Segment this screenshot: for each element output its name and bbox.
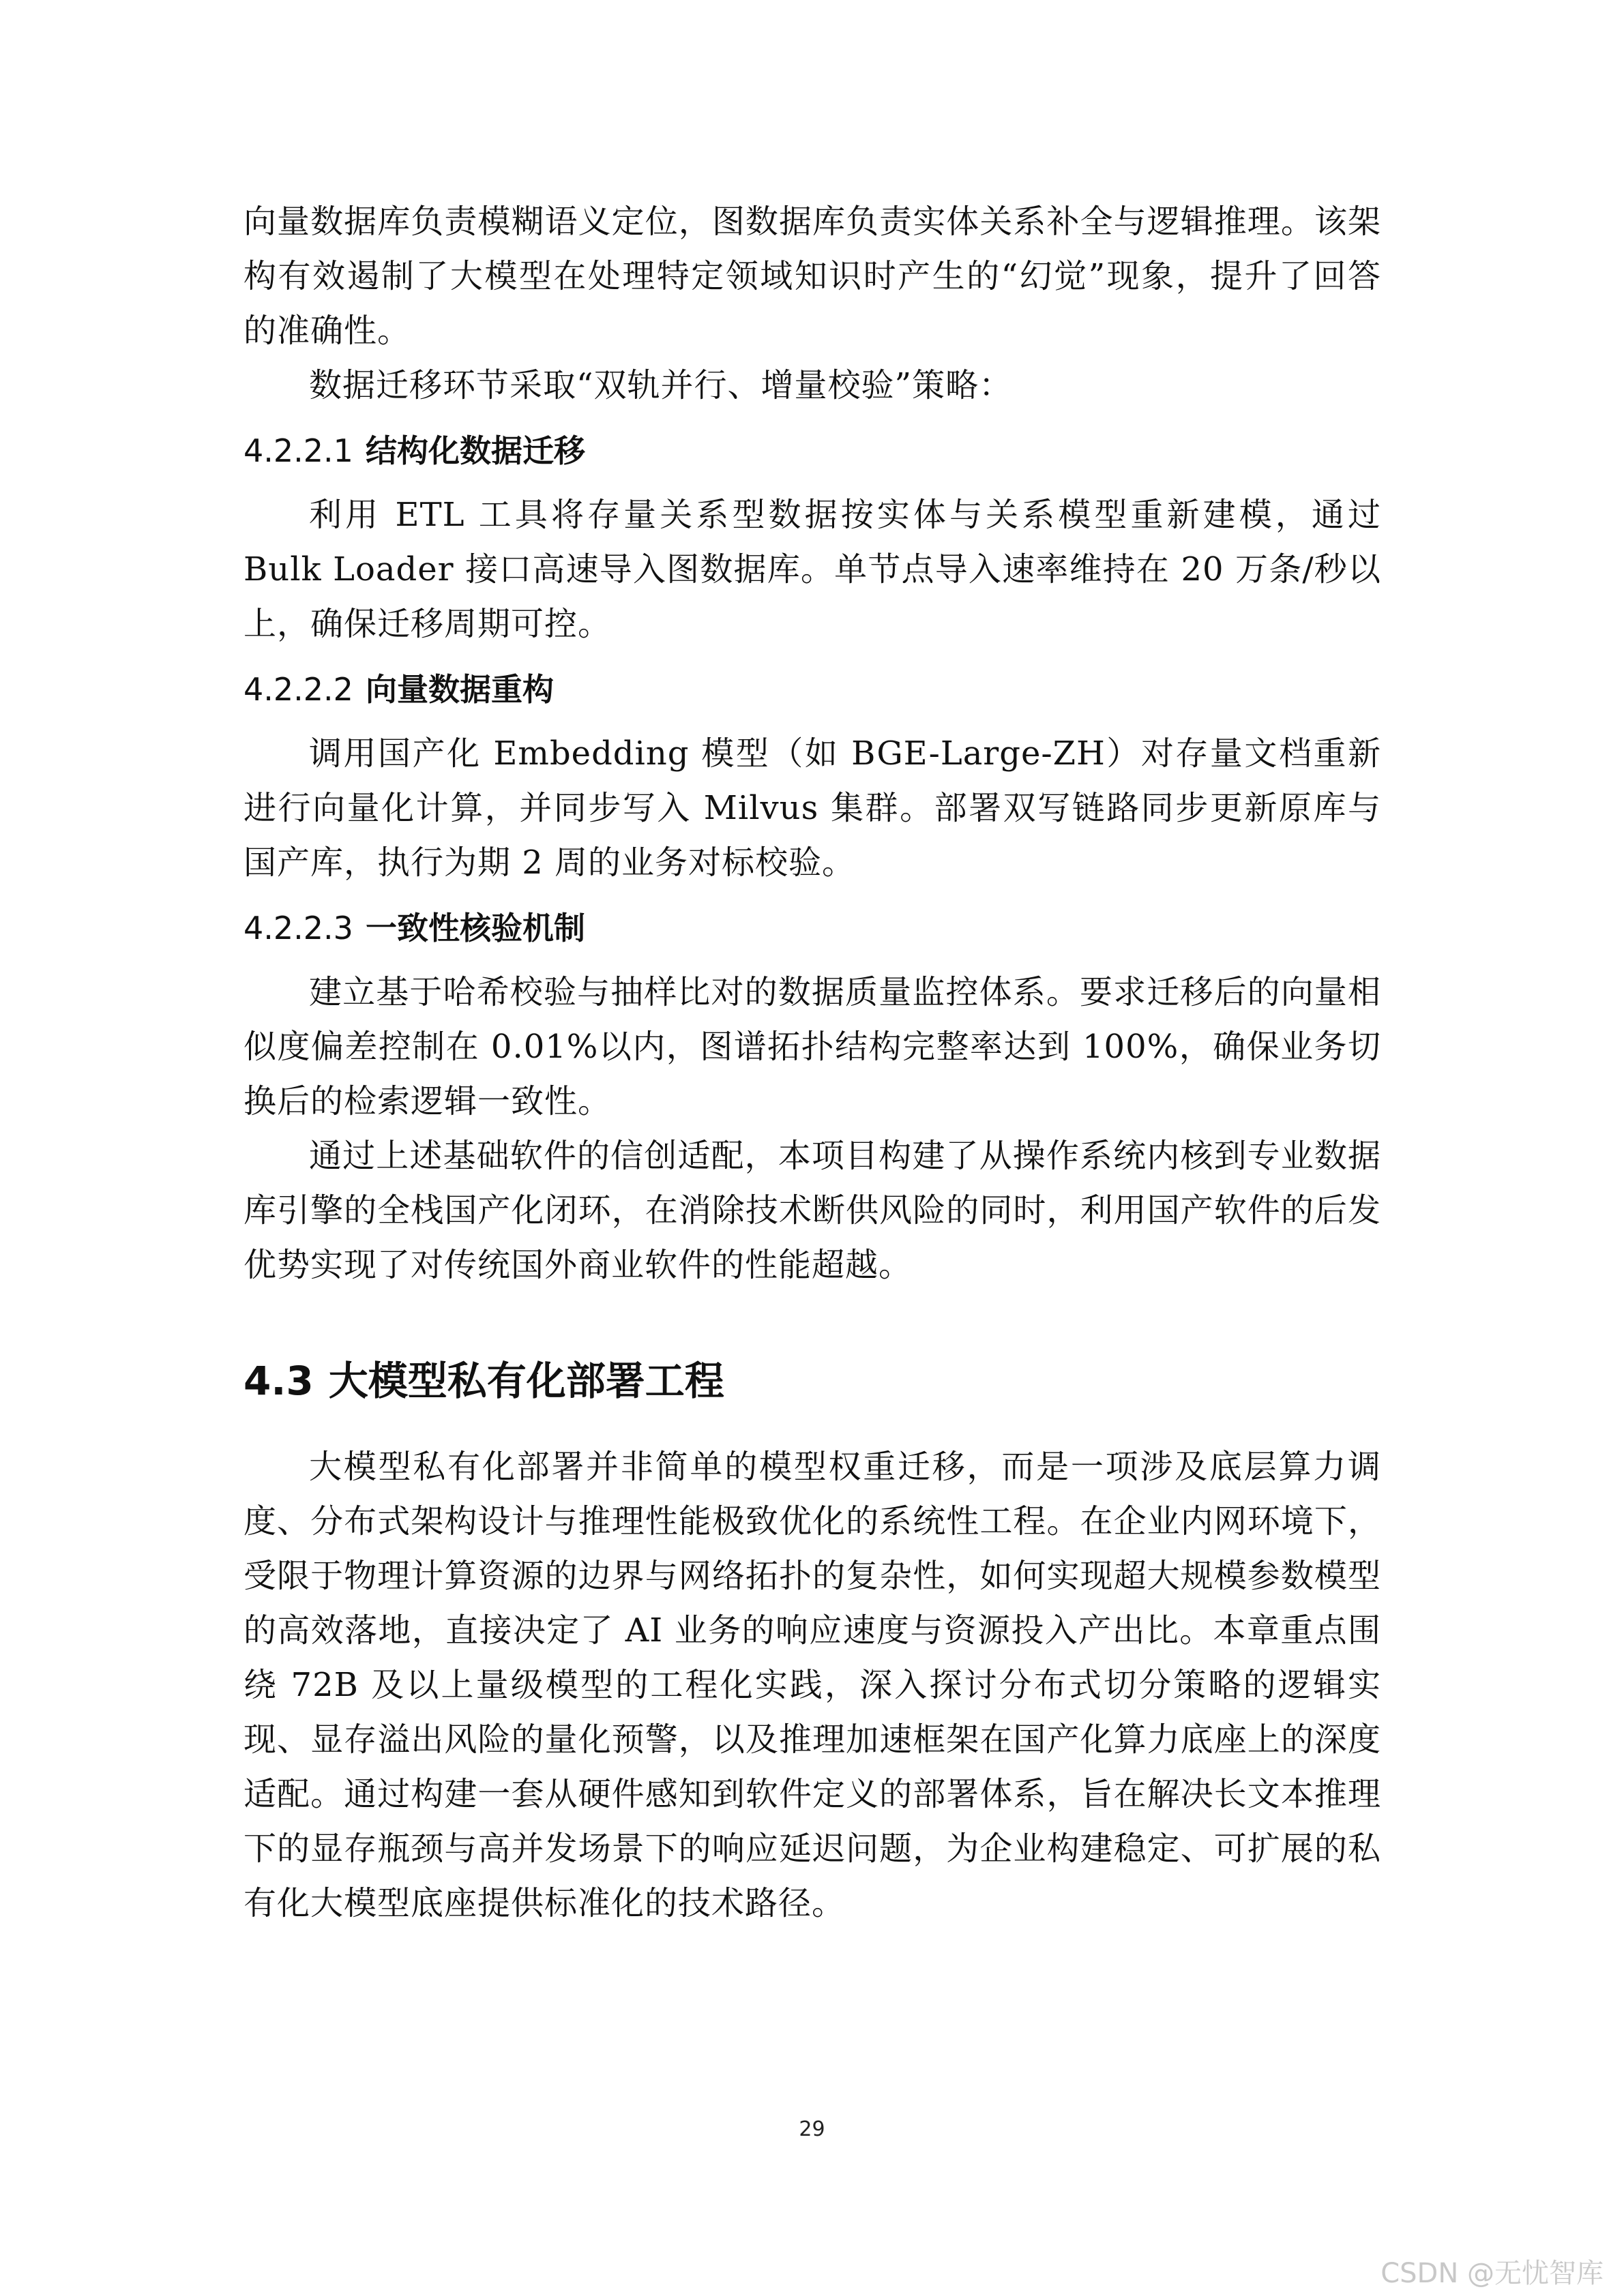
heading-4-2-2-3 [243, 905, 1381, 951]
heading-number: 4.2.2.3 [243, 910, 353, 946]
page-number: 29 [799, 2117, 825, 2141]
paragraph-localization-summary: 通过上述基础软件的信创适配，本项目构建了从操作系统内核到专业数据库引擎的全栈国产化闭环，在消除技术断供风险的同时，利用国产软件的后发优势实现了对传统国外商业软件的性能超越。 [243, 1137, 1381, 1284]
heading-title: 结构化数据迁移 [365, 432, 585, 469]
paragraph-consistency-check: 建立基于哈希校验与抽样比对的数据质量监控体系。要求迁移后的向量相似度偏差控制在 0.01%以内，图谱拓扑结构完整率达到 100%，确保业务切换后的检索逻辑一致性。 [243, 973, 1381, 1120]
paragraph-structured-migration: 利用 ETL 工具将存量关系型数据按实体与关系模型重新建模，通过 Bulk Loader 接口高速导入图数据库。单节点导入速率维持在 20 万条/秒以上，确保迁移周期可控。 [243, 496, 1381, 643]
heading-number: 4.3 [243, 1358, 314, 1404]
heading-4-2-2-2 [243, 666, 1381, 713]
heading-title: 一致性核验机制 [365, 910, 585, 946]
paragraph-migration-strategy: 数据迁移环节采取“双轨并行、增量校验”策略： [309, 366, 1013, 404]
heading-4-3 [243, 1352, 1381, 1410]
csdn-watermark: CSDN @无忧智库 [1381, 2258, 1604, 2289]
heading-title: 大模型私有化部署工程 [328, 1358, 724, 1404]
heading-number: 4.2.2.1 [243, 432, 353, 469]
paragraph-private-deployment: 大模型私有化部署并非简单的模型权重迁移，而是一项涉及底层算力调度、分布式架构设计与推理性能极致优化的系统性工程。在企业内网环境下，受限于物理计算资源的边界与网络拓扑的复杂性，如何实现超大规模参数模型的高效落地，直接决定了 AI 业务的响应速度与资源投入产出比。本章重点围绕 72B 及以上量级模型的工程化实践，深入探讨分布式切分策略的逻辑实现、显存溢出风险的量化预警，以及推理加速框架在国产化算力底座上的深度适配。通过构建一套从硬件感知到软件定义的部署体系，旨在解决长文本推理下的显存瓶颈与高并发场景下的响应延迟问题，为企业构建稳定、可扩展的私有化大模型底座提供标准化的技术路径。 [243, 1448, 1381, 1922]
paragraph-vector-rebuild: 调用国产化 Embedding 模型（如 BGE-Large-ZH）对存量文档重新进行向量化计算，并同步写入 Milvus 集群。部署双写链路同步更新原库与国产库，执行为期 2 周的业务对标校验。 [243, 734, 1381, 882]
heading-4-2-2-1 [243, 428, 1381, 474]
paragraph-architecture-summary: 向量数据库负责模糊语义定位，图数据库负责实体关系补全与逻辑推理。该架构有效遏制了大模型在处理特定领域知识时产生的“幻觉”现象，提升了回答的准确性。 [243, 203, 1381, 350]
heading-number: 4.2.2.2 [243, 671, 353, 708]
heading-title: 向量数据重构 [365, 671, 554, 708]
page-content [243, 194, 1381, 1930]
